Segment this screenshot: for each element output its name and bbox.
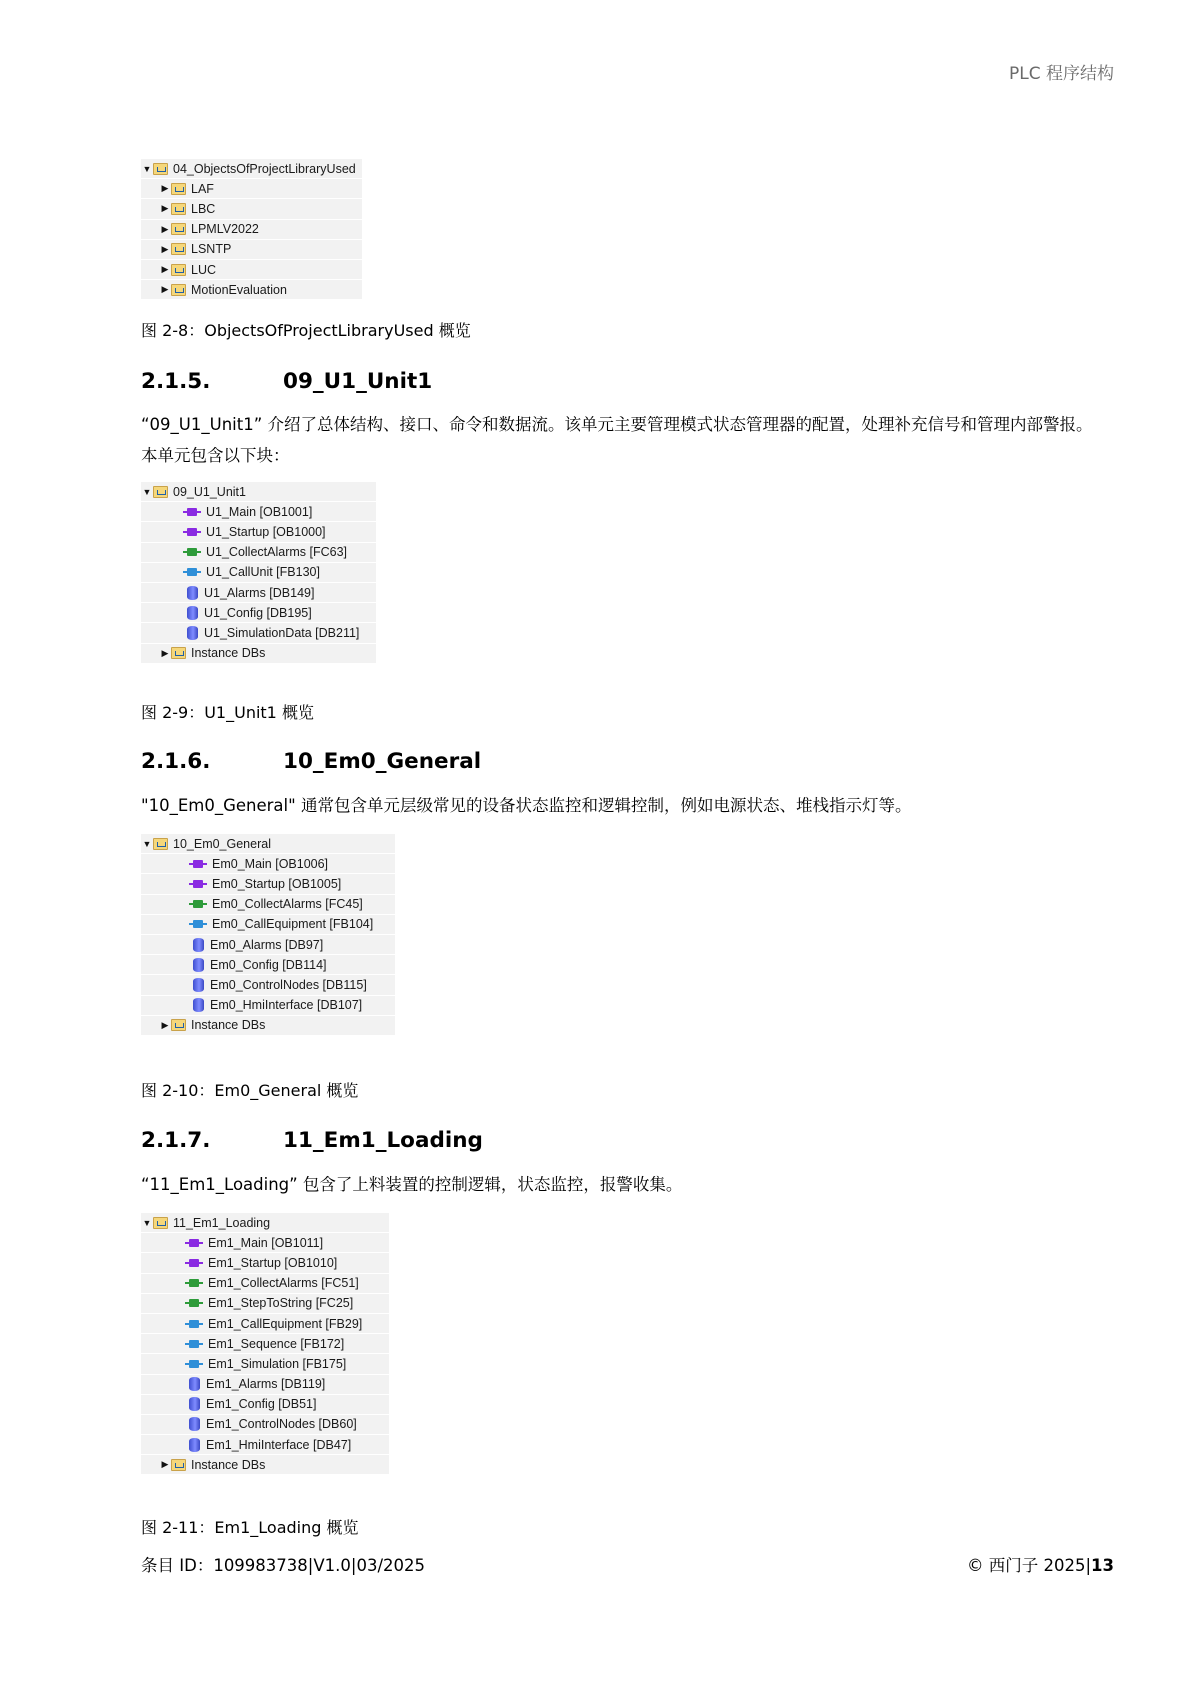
tree-item-label: Em0_Startup [OB1005] bbox=[212, 876, 342, 891]
tree-block-row[interactable] bbox=[141, 502, 376, 522]
tree-block-row[interactable] bbox=[141, 854, 395, 874]
folder-icon bbox=[171, 1019, 186, 1031]
expand-arrow-icon[interactable]: ▶ bbox=[161, 264, 169, 275]
tree-item-label: LSNTP bbox=[191, 242, 232, 257]
collapse-arrow-icon[interactable]: ▼ bbox=[142, 1217, 152, 1228]
tree-block-row[interactable] bbox=[141, 935, 395, 955]
fb-block-icon bbox=[185, 1338, 203, 1350]
tree-block-row[interactable] bbox=[141, 1294, 389, 1314]
tree-item-label: Em0_Main [OB1006] bbox=[212, 856, 329, 871]
tree-item-label: Em1_ControlNodes [DB60] bbox=[206, 1417, 357, 1432]
data-block-icon bbox=[193, 938, 204, 952]
tree-item-label: Instance DBs bbox=[191, 1018, 266, 1033]
section-paragraph-2-1-7: “11_Em1_Loading” 包含了上料装置的控制逻辑，状态监控，报警收集。 bbox=[141, 1175, 683, 1194]
collapse-arrow-icon[interactable]: ▼ bbox=[142, 838, 152, 849]
tree-block-row[interactable] bbox=[141, 1334, 389, 1354]
section-paragraph-2-1-5: “09_U1_Unit1” 介绍了总体结构、接口、命令和数据流。该单元主要管理模式状态管理器的配置，处理补充信号和管理内部警报。本单元包含以下块： bbox=[141, 415, 1093, 465]
tree-item-label: 10_Em0_General bbox=[173, 836, 271, 851]
tree-block-row[interactable] bbox=[141, 895, 395, 915]
tree-folder-row[interactable] bbox=[141, 220, 362, 240]
page-number: 13 bbox=[1091, 1556, 1114, 1575]
section-number: 2.1.6. bbox=[141, 749, 211, 774]
tree-folder-row[interactable] bbox=[141, 1455, 389, 1475]
tree-item-label: U1_Main [OB1001] bbox=[206, 504, 313, 519]
tree-block-row[interactable] bbox=[141, 623, 376, 643]
tree-item-label: Instance DBs bbox=[191, 646, 266, 661]
data-block-icon bbox=[193, 998, 204, 1012]
data-block-icon bbox=[189, 1377, 200, 1391]
tree-item-label: Em1_Alarms [DB119] bbox=[206, 1377, 326, 1392]
tree-item-label: Em1_Config [DB51] bbox=[206, 1397, 317, 1412]
tree-block-row[interactable] bbox=[141, 543, 376, 563]
figure-caption-2-9: 图 2-9：U1_Unit1 概览 bbox=[141, 703, 314, 722]
tree-item-label: U1_Config [DB195] bbox=[204, 605, 312, 620]
figure-caption-2-10: 图 2-10：Em0_General 概览 bbox=[141, 1081, 359, 1100]
tree-item-label: Em0_ControlNodes [DB115] bbox=[210, 977, 367, 992]
collapse-arrow-icon[interactable]: ▼ bbox=[142, 486, 152, 497]
tree-folder-row[interactable] bbox=[141, 644, 376, 664]
tree-block-row[interactable] bbox=[141, 1375, 389, 1395]
folder-icon bbox=[171, 1459, 186, 1471]
tree-item-label: Em1_CollectAlarms [FC51] bbox=[208, 1276, 359, 1291]
tree-item-label: Em1_StepToString [FC25] bbox=[208, 1296, 354, 1311]
tree-folder-row[interactable] bbox=[141, 159, 362, 179]
tree-item-label: LPMLV2022 bbox=[191, 222, 259, 237]
tree-block-row[interactable] bbox=[141, 996, 395, 1016]
fc-block-icon bbox=[183, 546, 201, 558]
section-heading-2-1-6 bbox=[141, 749, 481, 774]
data-block-icon bbox=[193, 978, 204, 992]
tree-block-row[interactable] bbox=[141, 955, 395, 975]
expand-arrow-icon[interactable]: ▶ bbox=[161, 203, 169, 214]
fb-block-icon bbox=[189, 918, 207, 930]
fc-block-icon bbox=[189, 898, 207, 910]
tree-item-label: LBC bbox=[191, 201, 216, 216]
ob-block-icon bbox=[183, 506, 201, 518]
tree-item-label: Em0_CollectAlarms [FC45] bbox=[212, 897, 363, 912]
tree-block-row[interactable] bbox=[141, 1354, 389, 1374]
folder-icon bbox=[171, 183, 186, 195]
section-number: 2.1.5. bbox=[141, 369, 211, 394]
tree-item-label: 11_Em1_Loading bbox=[173, 1215, 271, 1230]
tree-item-label: Em0_HmiInterface [DB107] bbox=[210, 998, 363, 1013]
tree-item-label: Em1_HmiInterface [DB47] bbox=[206, 1437, 352, 1452]
tree-item-label: 09_U1_Unit1 bbox=[173, 484, 246, 499]
fb-block-icon bbox=[185, 1358, 203, 1370]
tree-item-label: LAF bbox=[191, 181, 214, 196]
expand-arrow-icon[interactable]: ▶ bbox=[161, 1459, 169, 1470]
collapse-arrow-icon[interactable]: ▼ bbox=[142, 163, 152, 174]
fc-block-icon bbox=[185, 1277, 203, 1289]
tree-block-row[interactable] bbox=[141, 603, 376, 623]
tree-block-row[interactable] bbox=[141, 975, 395, 995]
folder-icon bbox=[171, 203, 186, 215]
tree-item-label: U1_SimulationData [DB211] bbox=[204, 625, 360, 640]
tree-item-label: Em1_Startup [OB1010] bbox=[208, 1255, 338, 1270]
data-block-icon bbox=[189, 1397, 200, 1411]
expand-arrow-icon[interactable]: ▶ bbox=[161, 647, 169, 658]
folder-icon bbox=[171, 647, 186, 659]
figure-caption-2-8: 图 2-8：ObjectsOfProjectLibraryUsed 概览 bbox=[141, 321, 471, 340]
data-block-icon bbox=[187, 586, 198, 600]
copyright-text: © 西门子 2025| bbox=[966, 1556, 1092, 1575]
folder-icon bbox=[171, 223, 186, 235]
folder-icon bbox=[153, 1217, 168, 1229]
fb-block-icon bbox=[183, 566, 201, 578]
tree-item-label: MotionEvaluation bbox=[191, 282, 287, 297]
tree-item-label: Em0_Alarms [DB97] bbox=[210, 937, 324, 952]
data-block-icon bbox=[189, 1417, 200, 1431]
ob-block-icon bbox=[185, 1237, 203, 1249]
expand-arrow-icon[interactable]: ▶ bbox=[161, 183, 169, 194]
tree-block-row[interactable] bbox=[141, 563, 376, 583]
section-number: 2.1.7. bbox=[141, 1128, 211, 1153]
figure-caption-2-11: 图 2-11：Em1_Loading 概览 bbox=[141, 1518, 359, 1537]
section-title: 10_Em0_General bbox=[283, 749, 482, 774]
tree-block-row[interactable] bbox=[141, 1274, 389, 1294]
tree-folder-row[interactable] bbox=[141, 260, 362, 280]
expand-arrow-icon[interactable]: ▶ bbox=[161, 243, 169, 254]
tree-folder-row[interactable] bbox=[141, 834, 395, 854]
folder-icon bbox=[153, 838, 168, 850]
tree-item-label: Em1_CallEquipment [FB29] bbox=[208, 1316, 363, 1331]
folder-icon bbox=[171, 243, 186, 255]
project-tree-em0-general bbox=[141, 834, 395, 1036]
ob-block-icon bbox=[185, 1257, 203, 1269]
section-heading-2-1-5 bbox=[141, 369, 432, 394]
folder-icon bbox=[171, 264, 186, 276]
tree-block-row[interactable] bbox=[141, 1395, 389, 1415]
expand-arrow-icon[interactable]: ▶ bbox=[161, 284, 169, 295]
footer-copyright bbox=[967, 1552, 1114, 1576]
tree-item-label: Em1_Simulation [FB175] bbox=[208, 1356, 347, 1371]
tree-item-label: U1_CollectAlarms [FC63] bbox=[206, 545, 348, 560]
data-block-icon bbox=[187, 626, 198, 640]
tree-item-label: Em0_Config [DB114] bbox=[210, 957, 327, 972]
tree-folder-row[interactable] bbox=[141, 1016, 395, 1036]
tree-folder-row[interactable] bbox=[141, 1213, 389, 1233]
tree-folder-row[interactable] bbox=[141, 482, 376, 502]
project-tree-em1-loading bbox=[141, 1213, 389, 1475]
tree-folder-row[interactable] bbox=[141, 240, 362, 260]
tree-block-row[interactable] bbox=[141, 915, 395, 935]
section-paragraph-2-1-6: "10_Em0_General" 通常包含单元层级常见的设备状态监控和逻辑控制，例如电源状态、堆栈指示灯等。 bbox=[141, 796, 912, 815]
section-heading-2-1-7 bbox=[141, 1128, 483, 1153]
data-block-icon bbox=[193, 958, 204, 972]
tree-block-row[interactable] bbox=[141, 583, 376, 603]
tree-block-row[interactable] bbox=[141, 1233, 389, 1253]
tree-item-label: Em0_CallEquipment [FB104] bbox=[212, 917, 374, 932]
tree-item-label: U1_Alarms [DB149] bbox=[204, 585, 315, 600]
tree-item-label: Instance DBs bbox=[191, 1457, 266, 1472]
tree-item-label: Em1_Main [OB1011] bbox=[208, 1235, 324, 1250]
folder-icon bbox=[171, 284, 186, 296]
ob-block-icon bbox=[183, 526, 201, 538]
tree-item-label: LUC bbox=[191, 262, 217, 277]
tree-item-label: 04_ObjectsOfProjectLibraryUsed bbox=[173, 161, 356, 176]
ob-block-icon bbox=[189, 858, 207, 870]
tree-folder-row[interactable] bbox=[141, 179, 362, 199]
running-header: PLC 程序结构 bbox=[1009, 64, 1114, 84]
project-tree-u1-unit1 bbox=[141, 482, 376, 664]
tree-item-label: U1_CallUnit [FB130] bbox=[206, 565, 320, 580]
tree-block-row[interactable] bbox=[141, 1314, 389, 1334]
tree-block-row[interactable] bbox=[141, 874, 395, 894]
tree-item-label: U1_Startup [OB1000] bbox=[206, 524, 326, 539]
tree-folder-row[interactable] bbox=[141, 199, 362, 219]
tree-folder-row[interactable] bbox=[141, 280, 362, 300]
data-block-icon bbox=[187, 606, 198, 620]
fb-block-icon bbox=[185, 1318, 203, 1330]
expand-arrow-icon[interactable]: ▶ bbox=[161, 223, 169, 234]
tree-block-row[interactable] bbox=[141, 1415, 389, 1435]
footer-entry-id: 条目 ID：109983738|V1.0|03/2025 bbox=[141, 1556, 425, 1575]
tree-item-label: Em1_Sequence [FB172] bbox=[208, 1336, 345, 1351]
fc-block-icon bbox=[185, 1297, 203, 1309]
section-title: 09_U1_Unit1 bbox=[283, 369, 433, 394]
folder-icon bbox=[153, 486, 168, 498]
project-tree-objects-library bbox=[141, 159, 362, 300]
section-title: 11_Em1_Loading bbox=[283, 1128, 483, 1153]
ob-block-icon bbox=[189, 878, 207, 890]
tree-block-row[interactable] bbox=[141, 1435, 389, 1455]
folder-icon bbox=[153, 163, 168, 175]
data-block-icon bbox=[189, 1438, 200, 1452]
tree-block-row[interactable] bbox=[141, 522, 376, 542]
tree-block-row[interactable] bbox=[141, 1253, 389, 1273]
expand-arrow-icon[interactable]: ▶ bbox=[161, 1019, 169, 1030]
